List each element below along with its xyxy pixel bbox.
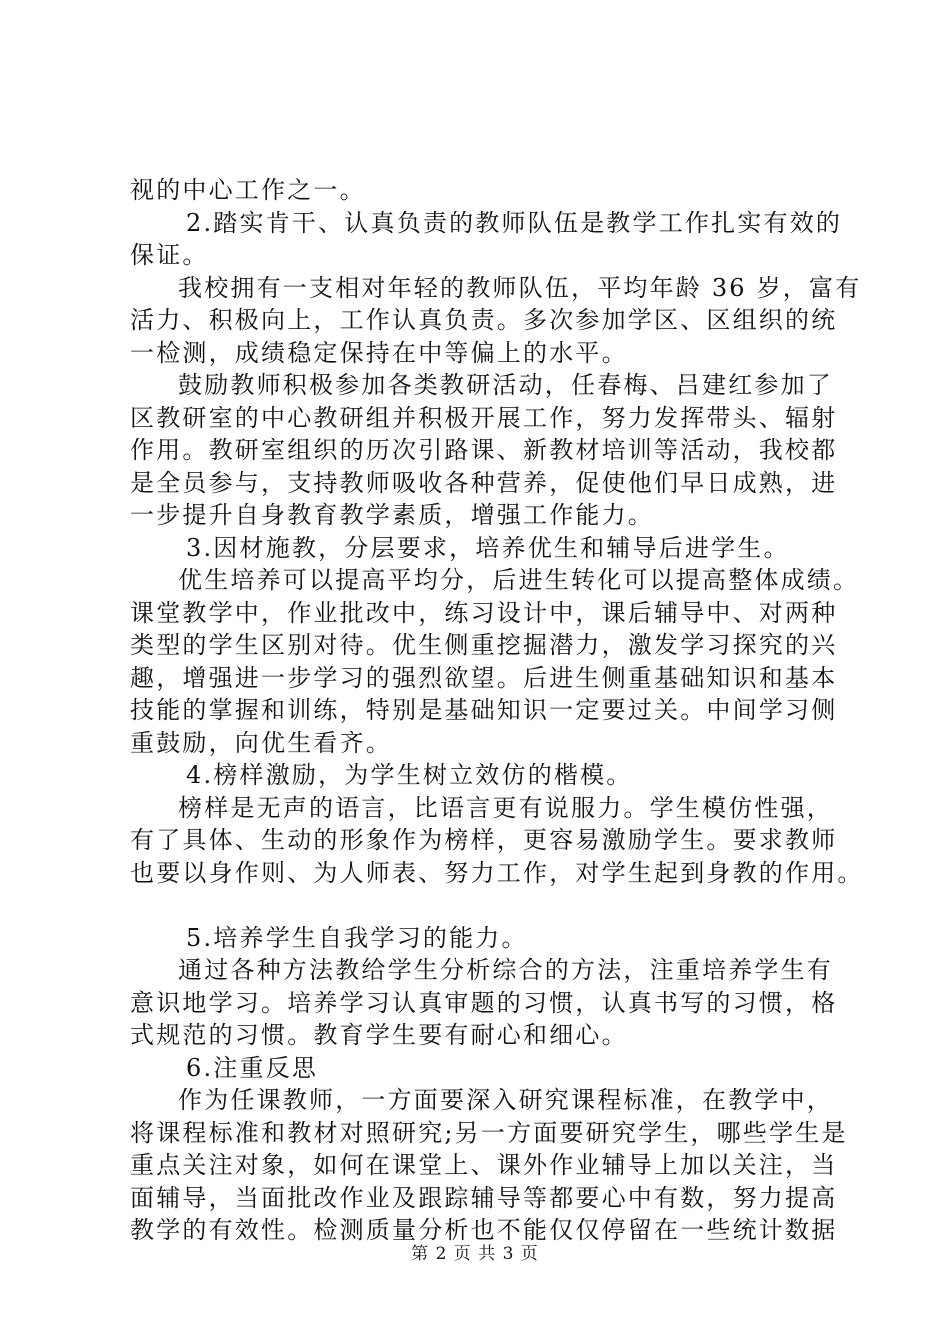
text-line: 是全员参与，支持教师吸收各种营养，促使他们早日成熟，进 (130, 469, 838, 497)
text-line: 重点关注对象，如何在课堂上、课外作业辅导上加以关注，当 (130, 1151, 838, 1179)
text-line: 技能的掌握和训练，特别是基础知识一定要过关。中间学习侧 (130, 696, 838, 724)
paragraph-start: 作为任课教师，一方面要深入研究课程标准，在教学中， (178, 1086, 833, 1114)
text-line: 式规范的习惯。教育学生要有耐心和细心。 (130, 1021, 628, 1049)
text-line: 区教研室的中心教研组并积极开展工作，努力发挥带头、辐射 (130, 404, 838, 432)
paragraph-start: 优生培养可以提高平均分，后进生转化可以提高整体成绩。 (178, 566, 860, 594)
text-line: 一检测，成绩稳定保持在中等偏上的水平。 (130, 339, 628, 367)
text-line: 有了具体、生动的形象作为榜样，更容易激励学生。要求教师 (130, 826, 838, 854)
text-line: 面辅导，当面批改作业及跟踪辅导等都要心中有数，努力提高 (130, 1184, 838, 1212)
text-line: 视的中心工作之一。 (130, 176, 366, 204)
section-heading-5: 5.培养学生自我学习的能力。 (186, 924, 528, 952)
text-line: 意识地学习。培养学习认真审题的习惯，认真书写的习惯，格 (130, 989, 838, 1017)
text-line: 教学的有效性。检测质量分析也不能仅仅停留在一些统计数据 (130, 1216, 838, 1244)
paragraph-start: 鼓励教师积极参加各类教研活动，任春梅、吕建红参加了 (178, 371, 833, 399)
section-heading-6: 6.注重反思 (186, 1054, 319, 1082)
text-line: 课堂教学中，作业批改中，练习设计中，课后辅导中、对两种 (130, 599, 838, 627)
text-line: 将课程标准和教材对照研究;另一方面要研究学生，哪些学生是 (130, 1119, 848, 1147)
paragraph-start: 榜样是无声的语言，比语言更有说服力。学生模仿性强， (178, 794, 833, 822)
section-heading-4: 4.榜样激励，为学生树立效仿的楷模。 (186, 761, 633, 789)
page-number-footer: 第 2 页 共 3 页 (411, 1244, 539, 1264)
paragraph-start: 通过各种方法教给学生分析综合的方法，注重培养学生有 (178, 956, 833, 984)
text-line: 也要以身作则、为人师表、努力工作，对学生起到身教的作用。 (130, 859, 864, 887)
section-heading-2: 2.踏实肯干、认真负责的教师队伍是教学工作扎实有效的 (186, 209, 843, 237)
text-line: 活力、积极向上，工作认真负责。多次参加学区、区组织的统 (130, 306, 838, 334)
text-line: 趣，增强进一步学习的强烈欲望。后进生侧重基础知识和基本 (130, 664, 838, 692)
paragraph-start: 我校拥有一支相对年轻的教师队伍，平均年龄 36 岁，富有 (178, 274, 862, 302)
text-line: 类型的学生区别对待。优生侧重挖掘潜力，激发学习探究的兴 (130, 631, 838, 659)
text-line: 重鼓励，向优生看齐。 (130, 729, 392, 757)
section-heading-3: 3.因材施教，分层要求，培养优生和辅导后进学生。 (186, 534, 790, 562)
text-line: 一步提升自身教育教学素质，增强工作能力。 (130, 501, 654, 529)
text-line: 保证。 (130, 241, 209, 269)
text-line: 作用。教研室组织的历次引路课、新教材培训等活动，我校都 (130, 436, 838, 464)
